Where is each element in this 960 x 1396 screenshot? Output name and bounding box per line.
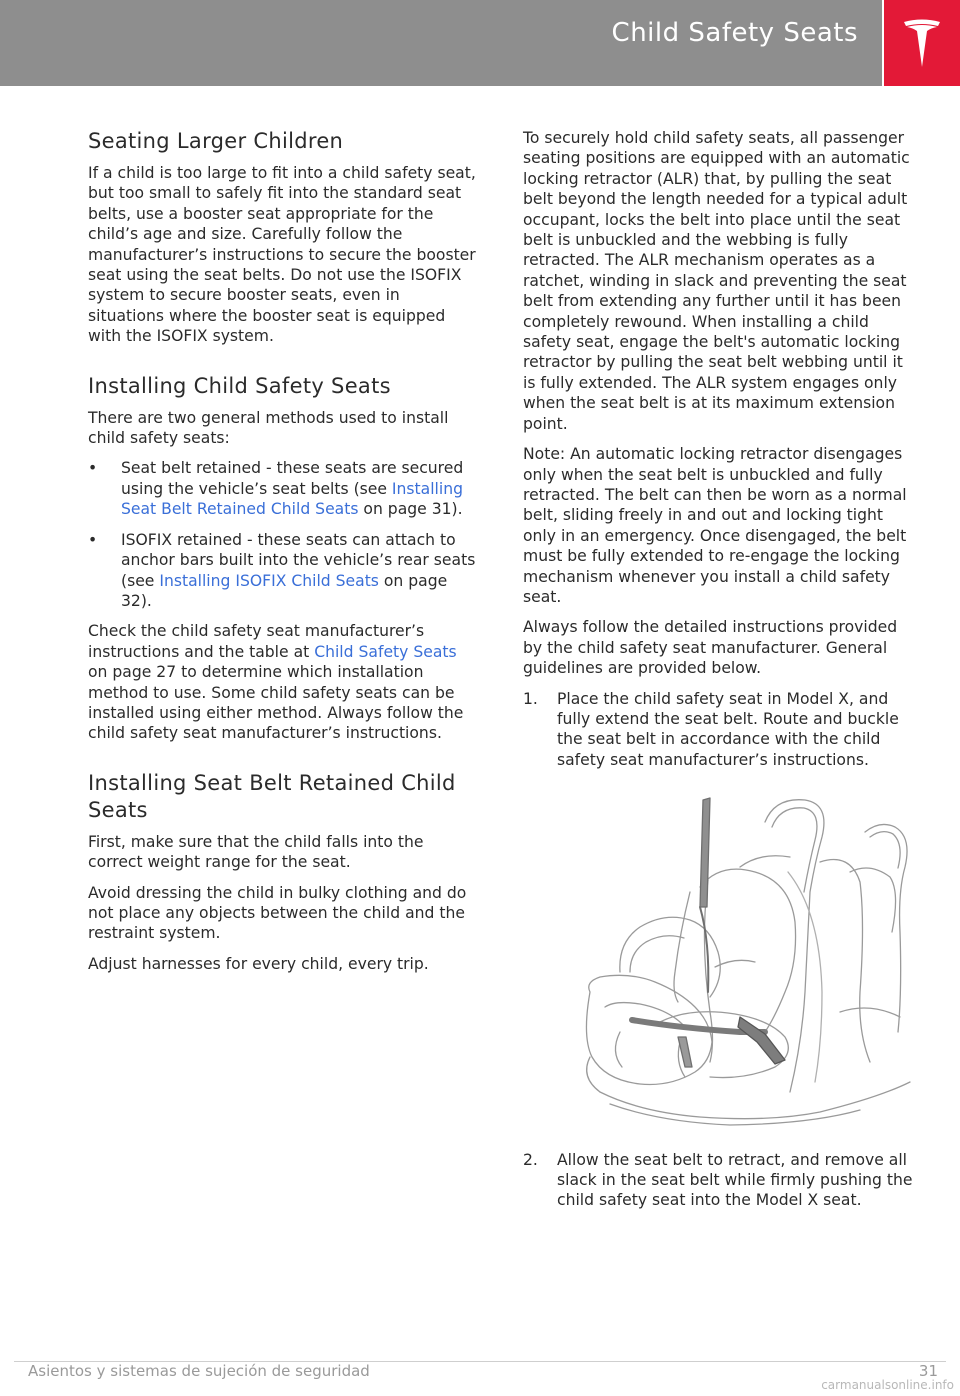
bullet-symbol: •	[88, 530, 98, 549]
heading-installing-child-safety-seats: Installing Child Safety Seats	[88, 373, 391, 398]
child-seat-illustration	[560, 792, 917, 1128]
bullet-text: ISOFIX retained - these seats can attach to anchor bars built into the vehicle’s rear seats (see	[121, 530, 476, 590]
paragraph-weight-range: First, make sure that the child falls into the correct weight range for the seat.	[88, 832, 424, 872]
step-number: 1.	[523, 689, 538, 708]
step-2	[523, 1150, 917, 1211]
list-item	[88, 458, 480, 519]
link-installing-seat-belt-retained[interactable]: Installing Seat Belt Retained Child Seats	[121, 479, 463, 519]
paragraph-adjust-harnesses: Adjust harnesses for every child, every trip.	[88, 954, 429, 973]
paragraph-note: Note: An automatic locking retractor disengages only when the seat belt is unbuckled and fully retracted. The belt can then be worn as a normal belt, sliding freely in and out and locking tight only in an emergency. Once disengaged, the belt must be fully extended to re-engage the locking mechanism whenever you install a child safety seat.	[523, 445, 907, 606]
left-column	[88, 128, 480, 984]
link-child-safety-seats[interactable]: Child Safety Seats	[314, 642, 457, 661]
link-installing-isofix[interactable]: Installing ISOFIX Child Seats	[159, 571, 379, 590]
list-item	[88, 530, 480, 612]
paragraph-bulky-clothing: Avoid dressing the child in bulky clothing and do not place any objects between the child and the restraint system.	[88, 883, 467, 943]
paragraph-methods-intro: There are two general methods used to install child safety seats:	[88, 408, 449, 448]
paragraph-alr: To securely hold child safety seats, all passenger seating positions are equipped with an automatic locking retractor (ALR) that, by pulling the seat belt beyond the length needed for a typical adult occupant, locks the belt into place until the seat belt is unbuckled and the webbing is fully retracted. The ALR mechanism operates as a ratchet, winding in slack and preventing the seat belt from extending any further until it has been completely rewound. When installing a child safety seat, engage the belt's automatic locking retractor by pulling the seat belt webbing until it is fully extended. The ALR system engages only when the seat belt is at its maximum extension point.	[523, 129, 910, 433]
methods-list	[88, 458, 480, 611]
paragraph-text: on page 27 to determine which installation method to use. Some child safety seats can be installed using either method. Always follow the child safety seat manufacturer’s instructions.	[88, 663, 464, 743]
right-column	[523, 128, 917, 1221]
page-number: 31	[918, 1362, 938, 1380]
tesla-logo-icon	[903, 18, 941, 68]
step-text: Allow the seat belt to retract, and remove all slack in the seat belt while firmly pushing the child safety seat into the Model X seat.	[557, 1150, 913, 1210]
heading-seating-larger-children: Seating Larger Children	[88, 129, 344, 153]
step-number: 2.	[523, 1150, 538, 1169]
paragraph-follow-instructions: Always follow the detailed instructions provided by the child safety seat manufacturer. General guidelines are provided below.	[523, 618, 898, 678]
step-text: Place the child safety seat in Model X, and fully extend the seat belt. Route and buckle the seat belt in accordance with the child safety seat manufacturer’s instructions.	[557, 689, 899, 769]
steps-list	[523, 689, 917, 771]
bullet-text: on page 32).	[121, 571, 448, 610]
footer-section-name: Asientos y sistemas de sujeción de seguridad	[28, 1362, 370, 1380]
paragraph-larger-children: If a child is too large to fit into a child safety seat, but too small to safely fit into the standard seat belts, use a booster seat appropriate for the child’s age and size. Carefully follow the manufacturer’s instructions to secure the booster seat using the seat belts. Do not use the ISOFIX system to secure booster seats, even in situations where the booster seat is equipped with the ISOFIX system.	[88, 164, 476, 346]
step-1	[523, 689, 917, 771]
bullet-text: Seat belt retained - these seats are secured using the vehicle’s seat belts (see	[121, 459, 464, 498]
bullet-text: on page 31).	[358, 500, 463, 519]
steps-list-continued	[523, 1150, 917, 1211]
brand-logo	[884, 0, 960, 86]
page-title: Child Safety Seats	[611, 18, 858, 48]
watermark: carmanualsonline.info	[821, 1378, 954, 1392]
heading-installing-seat-belt-retained: Installing Seat Belt Retained Child Seats	[88, 770, 456, 822]
bullet-symbol: •	[88, 459, 98, 478]
paragraph-check-manufacturer	[88, 621, 480, 743]
paragraph-text: Check the child safety seat manufacturer’s instructions and the table at	[88, 622, 425, 661]
